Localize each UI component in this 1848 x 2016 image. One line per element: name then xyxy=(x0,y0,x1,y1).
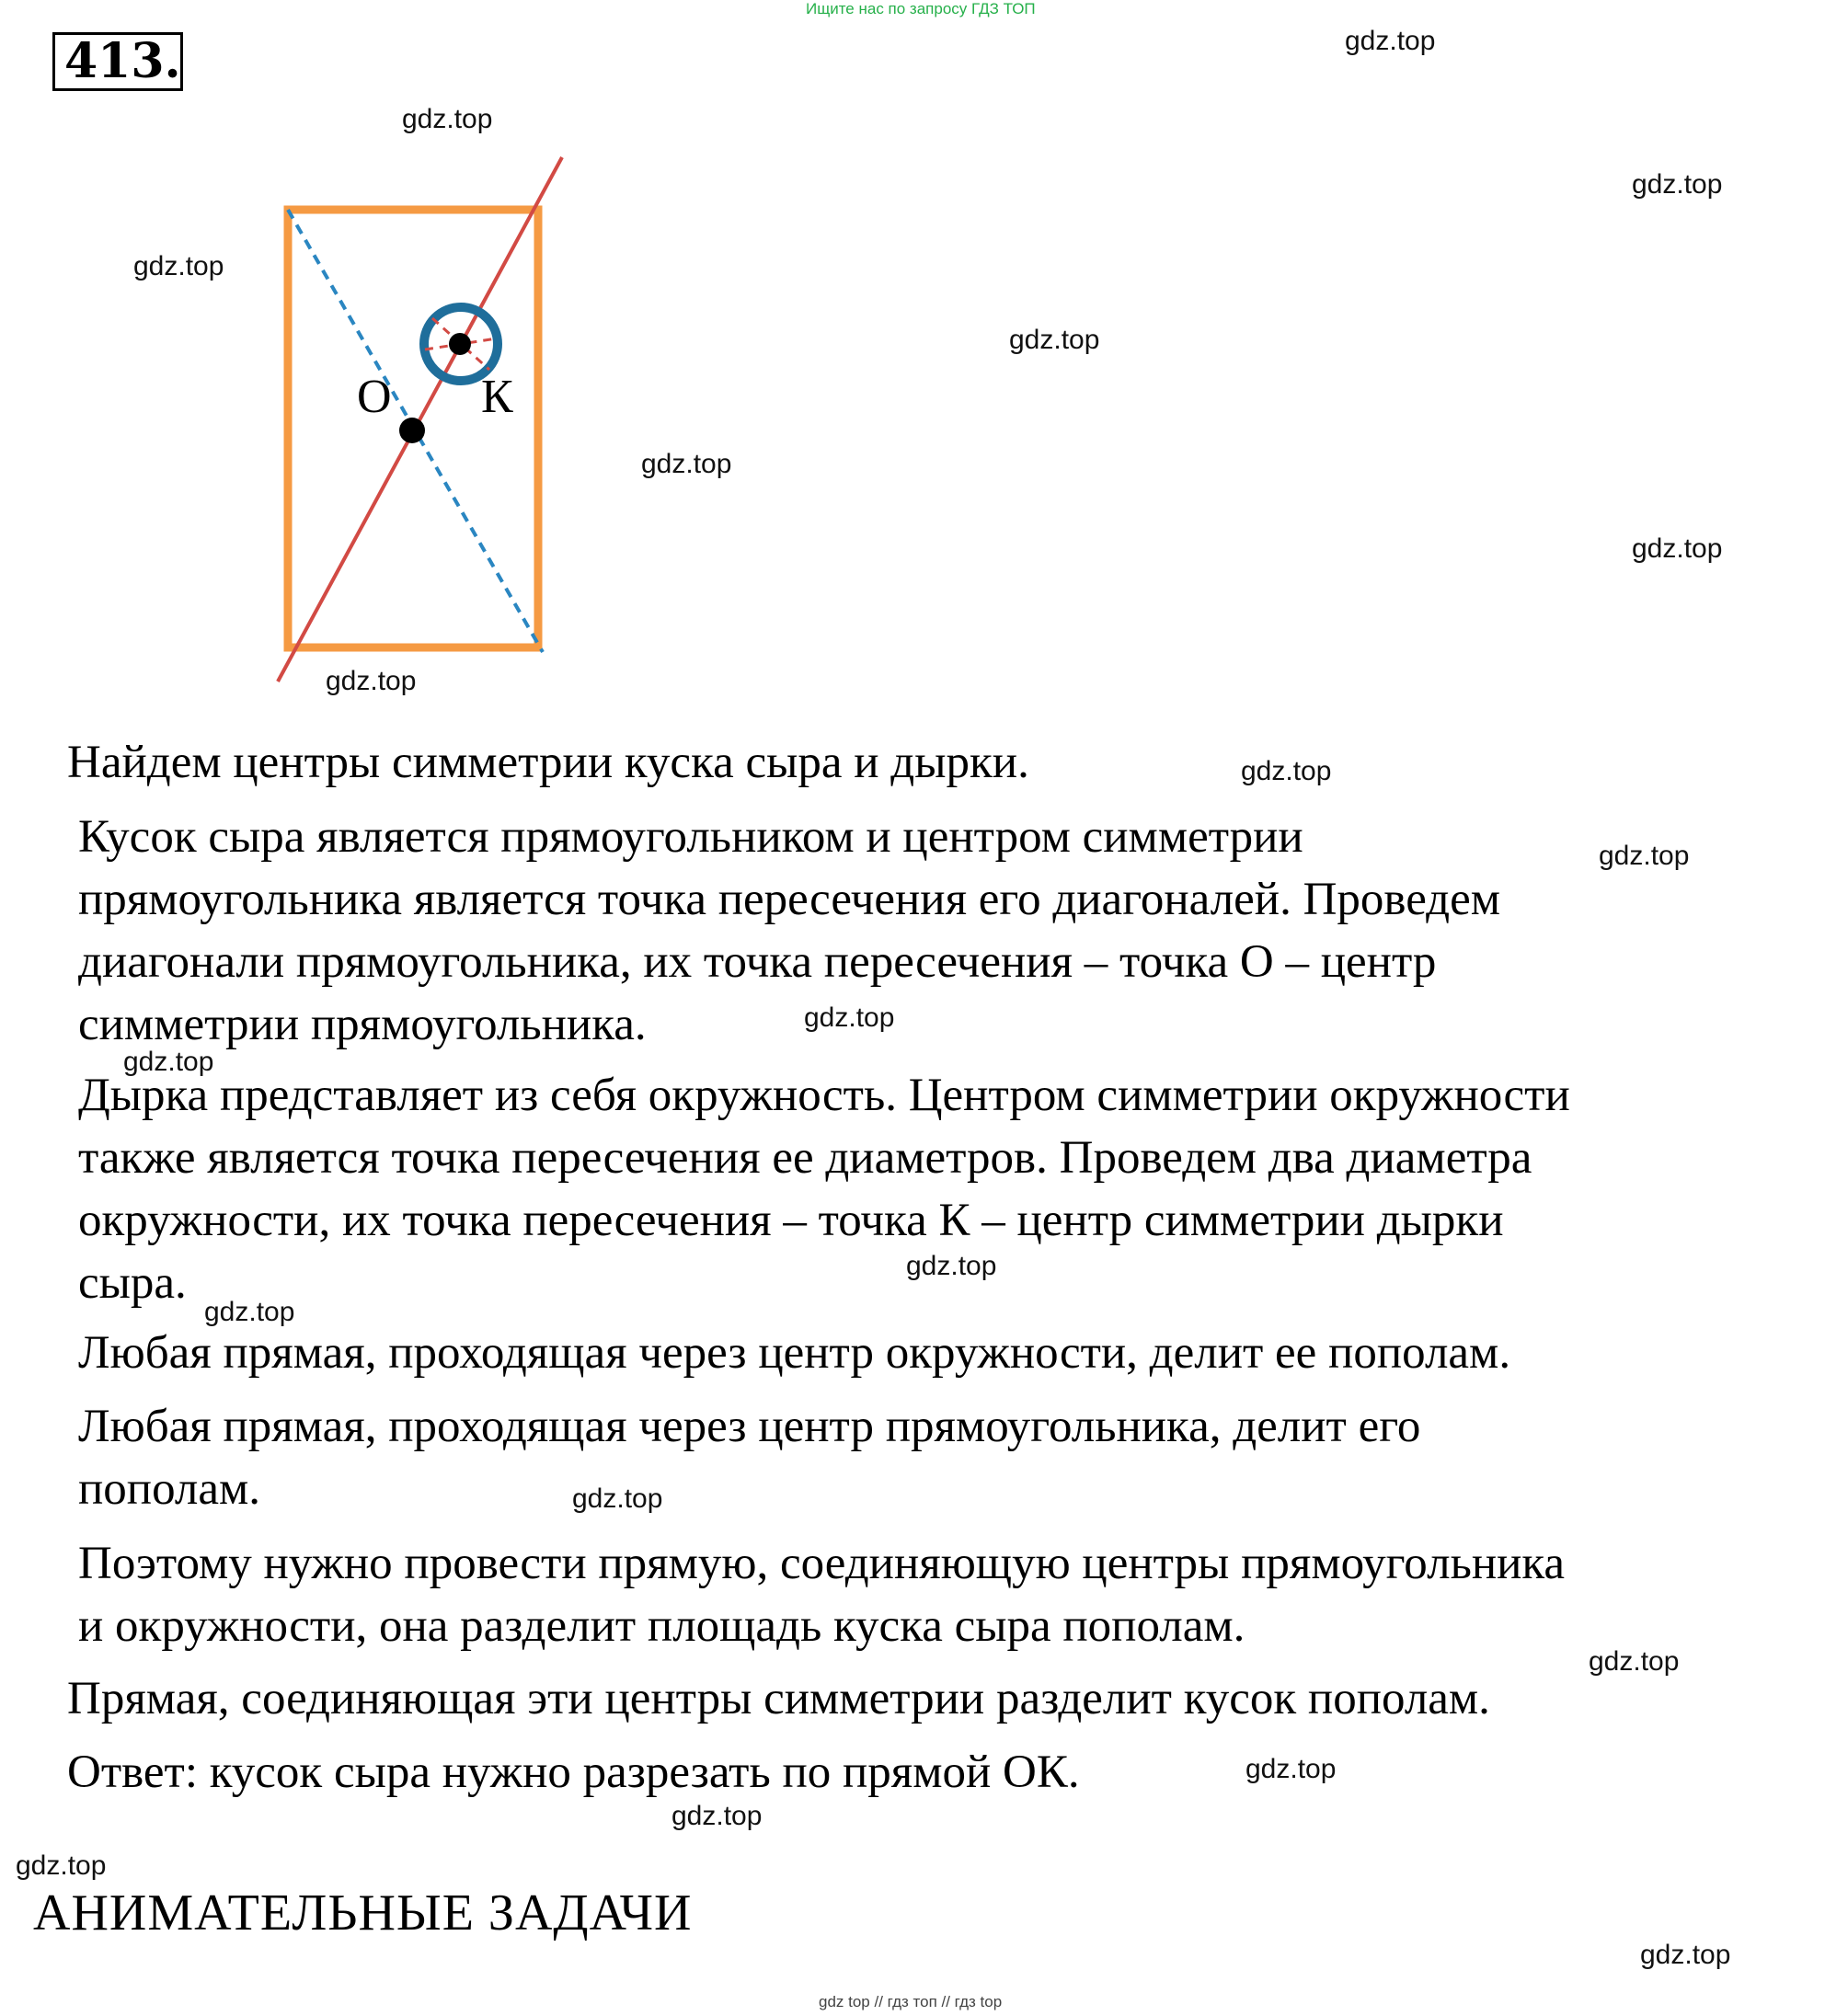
point-k xyxy=(449,333,471,355)
watermark: gdz.top xyxy=(1345,26,1436,56)
watermark: gdz.top xyxy=(641,449,732,479)
paragraph-4 xyxy=(78,1322,1510,1384)
point-o xyxy=(399,418,425,443)
text-line: Найдем центры симметрии куска сыра и дырки. xyxy=(67,737,1029,788)
label-k: К xyxy=(481,371,513,423)
text-line: прямоугольника является точка пересечения его диагоналей. Проведем xyxy=(78,874,1501,925)
watermark: gdz.top xyxy=(16,1850,107,1881)
problem-number: 413. xyxy=(52,32,183,91)
footer-banner: gdz top // гдз топ // гдз top xyxy=(819,1993,1003,2010)
paragraph-2 xyxy=(78,806,1500,1056)
paragraph-1 xyxy=(67,731,1029,794)
text-line: симметрии прямоугольника. xyxy=(78,999,647,1050)
paragraph-6 xyxy=(78,1532,1565,1657)
watermark: gdz.top xyxy=(123,1047,214,1077)
text-line: окружности, их точка пересечения – точка К – центр симметрии дырки xyxy=(78,1195,1504,1246)
watermark: gdz.top xyxy=(1632,533,1723,564)
answer xyxy=(67,1741,1080,1804)
watermark: gdz.top xyxy=(1009,325,1100,355)
watermark: gdz.top xyxy=(1599,841,1690,871)
watermark: gdz.top xyxy=(326,666,417,696)
search-banner: Ищите нас по запросу ГДЗ ТОП xyxy=(806,0,1036,17)
text-line: Любая прямая, проходящая через центр прямоугольника, делит его xyxy=(78,1401,1421,1452)
text-line: Ответ: кусок сыра нужно разрезать по прямой ОК. xyxy=(67,1747,1080,1798)
label-o: О xyxy=(357,371,392,423)
watermark: gdz.top xyxy=(133,251,224,281)
text-line: Прямая, соединяющая эти центры симметрии разделит кусок пополам. xyxy=(67,1673,1490,1724)
text-line: также является точка пересечения ее диаметров. Проведем два диаметра xyxy=(78,1132,1532,1184)
cut-line-ok xyxy=(278,157,562,682)
text-line: Дырка представляет из себя окружность. Центром симметрии окружности xyxy=(78,1070,1570,1121)
text-line: Кусок сыра является прямоугольником и центром симметрии xyxy=(78,811,1303,863)
text-line: сыра. xyxy=(78,1257,187,1309)
watermark: gdz.top xyxy=(402,104,493,134)
section-heading: АНИМАТЕЛЬНЫЕ ЗАДАЧИ xyxy=(33,1884,693,1942)
paragraph-3 xyxy=(78,1064,1570,1314)
text-line: пополам. xyxy=(78,1463,261,1515)
text-line: и окружности, она разделит площадь куска сыра пополам. xyxy=(78,1600,1245,1652)
watermark: gdz.top xyxy=(1245,1754,1337,1784)
cheese-figure xyxy=(0,0,1848,717)
text-line: диагонали прямоугольника, их точка пересечения – точка О – центр xyxy=(78,936,1437,988)
watermark: gdz.top xyxy=(671,1801,763,1831)
watermark: gdz.top xyxy=(804,1002,895,1033)
paragraph-7 xyxy=(67,1667,1490,1730)
watermark: gdz.top xyxy=(906,1251,997,1281)
text-line: Любая прямая, проходящая через центр окружности, делит ее пополам. xyxy=(78,1327,1511,1379)
watermark: gdz.top xyxy=(572,1483,663,1514)
watermark: gdz.top xyxy=(1589,1646,1680,1677)
watermark: gdz.top xyxy=(1632,169,1723,200)
watermark: gdz.top xyxy=(1640,1940,1731,1970)
watermark: gdz.top xyxy=(1241,756,1332,786)
paragraph-5 xyxy=(78,1395,1420,1520)
text-line: Поэтому нужно провести прямую, соединяющую центры прямоугольника xyxy=(78,1538,1566,1589)
watermark: gdz.top xyxy=(204,1297,295,1327)
